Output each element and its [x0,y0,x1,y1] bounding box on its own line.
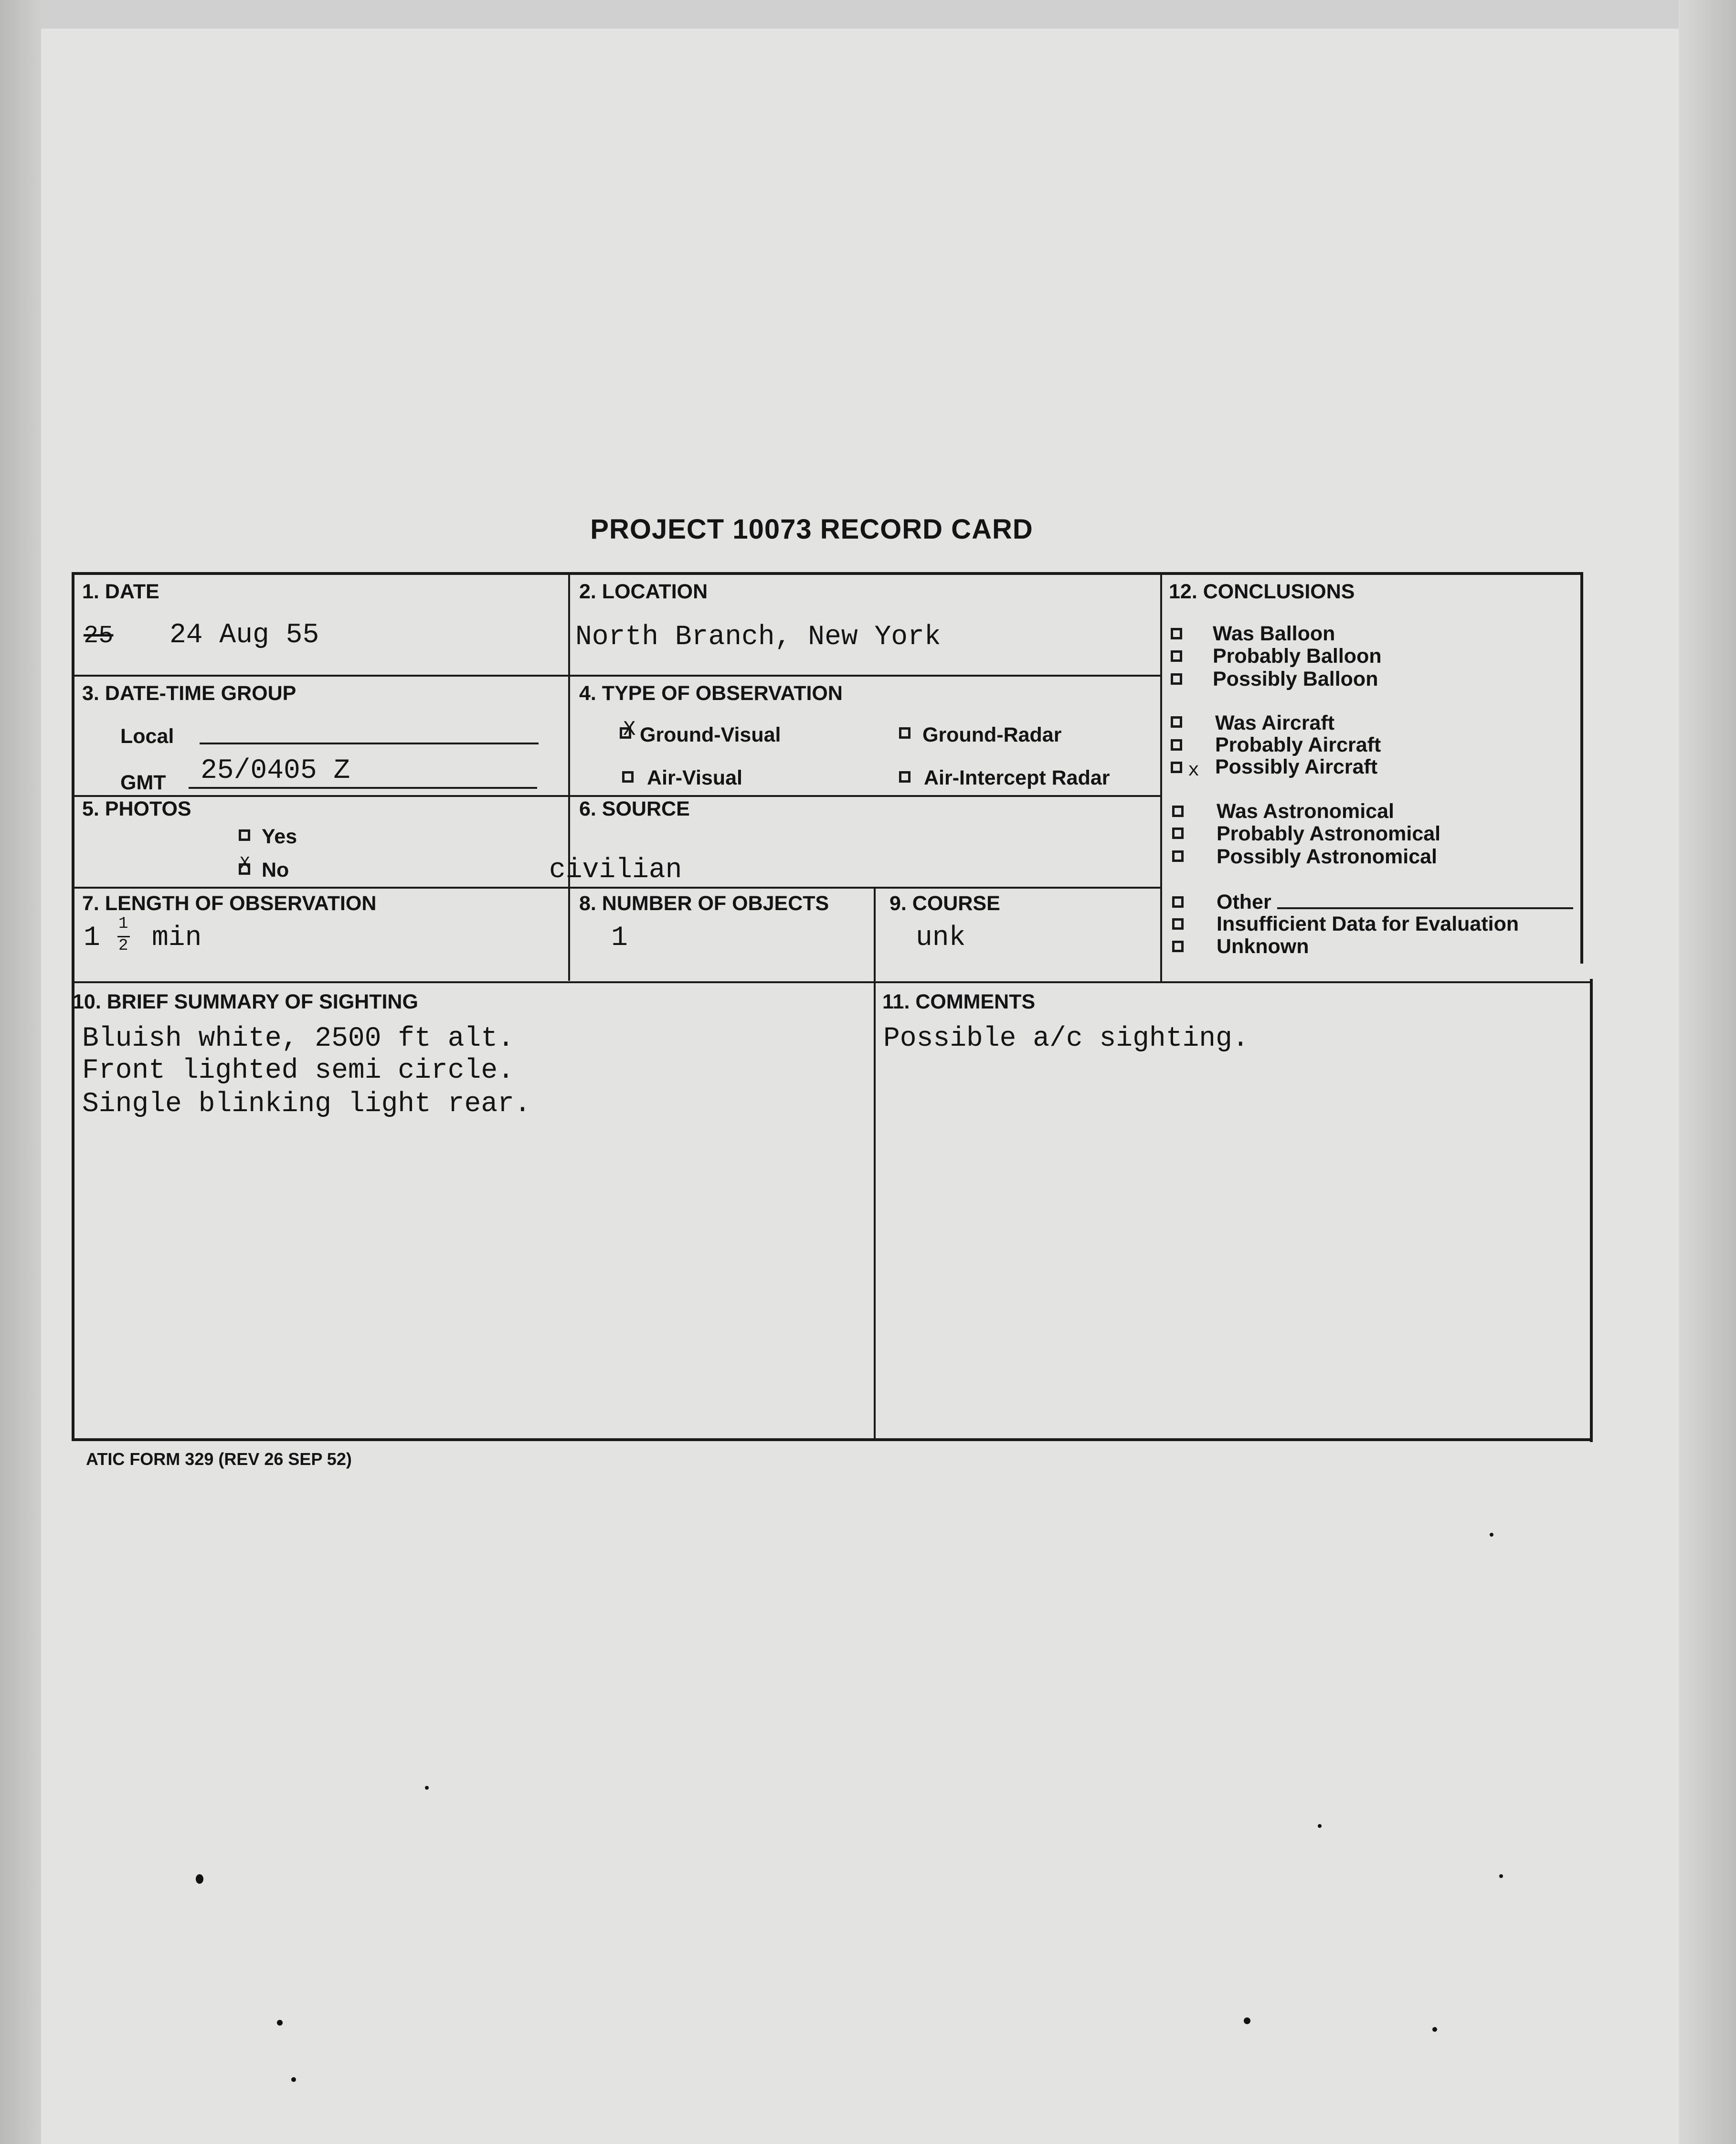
length-fraction-denominator: 2 [118,937,128,955]
obs-air-intercept-radar-checkbox[interactable] [899,771,910,783]
summary-line-3: Single blinking light rear. [82,1089,531,1120]
paper-sheet [41,29,1679,2144]
photos-label: 5. PHOTOS [82,797,191,820]
conclusion-possibly-astronomical-label: Possibly Astronomical [1217,845,1437,868]
conclusion-other-underline [1277,907,1573,909]
dtg-local-underline [200,743,539,744]
conclusion-was-astronomical-checkbox[interactable] [1172,806,1184,817]
conclusion-other-label: Other [1217,891,1271,913]
comments-label: 11. COMMENTS [882,990,1036,1013]
conclusion-probably-balloon-checkbox[interactable] [1171,650,1182,662]
length-fraction-numerator: 1 [118,915,128,933]
location-value: North Branch, New York [575,622,941,653]
conclusion-was-balloon-checkbox[interactable] [1171,628,1182,639]
date-struck-value: 25 [84,622,114,650]
source-label: 6. SOURCE [579,797,690,820]
conclusion-other-checkbox[interactable] [1172,896,1184,908]
form-footer: ATIC FORM 329 (REV 26 SEP 52) [86,1449,352,1469]
dtg-label: 3. DATE-TIME GROUP [82,682,296,705]
conclusion-probably-astronomical-checkbox[interactable] [1172,828,1184,839]
course-label: 9. COURSE [889,892,1000,915]
observation-type-label: 4. TYPE OF OBSERVATION [579,682,843,705]
conclusion-possibly-astronomical-checkbox[interactable] [1172,850,1184,862]
conclusion-was-aircraft-checkbox[interactable] [1171,716,1182,728]
dtg-local-label: Local [120,725,174,748]
conclusion-probably-balloon-label: Probably Balloon [1213,645,1382,668]
summary-label: 10. BRIEF SUMMARY OF SIGHTING [73,990,418,1013]
conclusion-was-balloon-label: Was Balloon [1213,622,1335,645]
obs-ground-visual-label: Ground-Visual [640,723,781,746]
conclusion-possibly-balloon-checkbox[interactable] [1171,673,1182,685]
scan-right-shadow [1679,0,1736,2144]
photos-yes-label: Yes [262,825,297,848]
objects-label: 8. NUMBER OF OBJECTS [579,892,829,915]
length-unit: min [152,923,202,954]
date-label: 1. DATE [82,580,159,603]
length-label: 7. LENGTH OF OBSERVATION [82,892,377,915]
conclusion-unknown-label: Unknown [1217,935,1309,958]
date-value: 24 Aug 55 [169,620,319,651]
conclusion-possibly-aircraft-label: Possibly Aircraft [1215,755,1378,778]
conclusions-label: 12. CONCLUSIONS [1169,580,1355,603]
conclusion-possibly-aircraft-mark: x [1188,760,1200,782]
conclusion-possibly-aircraft-checkbox[interactable] [1171,762,1182,773]
obs-air-visual-label: Air-Visual [647,766,742,789]
obs-air-intercept-radar-label: Air-Intercept Radar [924,766,1110,789]
photos-yes-checkbox[interactable] [239,829,250,841]
location-label: 2. LOCATION [579,580,708,603]
conclusion-was-aircraft-label: Was Aircraft [1215,711,1335,734]
obs-air-visual-checkbox[interactable] [622,771,634,783]
comments-value: Possible a/c sighting. [883,1023,1249,1054]
conclusion-unknown-checkbox[interactable] [1172,941,1184,952]
conclusion-possibly-balloon-label: Possibly Balloon [1213,668,1378,690]
photos-no-label: No [262,859,289,881]
summary-line-1: Bluish white, 2500 ft alt. [82,1023,514,1054]
objects-value: 1 [611,923,628,954]
conclusion-was-astronomical-label: Was Astronomical [1217,800,1394,823]
conclusion-probably-aircraft-checkbox[interactable] [1171,739,1182,751]
conclusion-insufficient-data-checkbox[interactable] [1172,918,1184,930]
photos-no-mark: X [240,854,250,873]
obs-ground-radar-checkbox[interactable] [899,727,910,739]
obs-ground-radar-label: Ground-Radar [922,723,1062,746]
course-value: unk [916,923,966,954]
length-whole: 1 [84,923,100,954]
conclusion-insufficient-data-label: Insufficient Data for Evaluation [1217,913,1519,935]
scan-left-shadow [0,0,43,2144]
obs-ground-visual-mark: X [623,718,636,742]
dtg-gmt-label: GMT [120,771,166,794]
dtg-gmt-value: 25/0405 Z [201,755,350,786]
card-title: PROJECT 10073 RECORD CARD [590,514,1033,545]
summary-line-2: Front lighted semi circle. [82,1055,514,1086]
conclusion-probably-astronomical-label: Probably Astronomical [1217,822,1441,845]
source-value: civilian [549,855,682,886]
dtg-gmt-underline [189,787,537,789]
conclusion-probably-aircraft-label: Probably Aircraft [1215,733,1381,756]
